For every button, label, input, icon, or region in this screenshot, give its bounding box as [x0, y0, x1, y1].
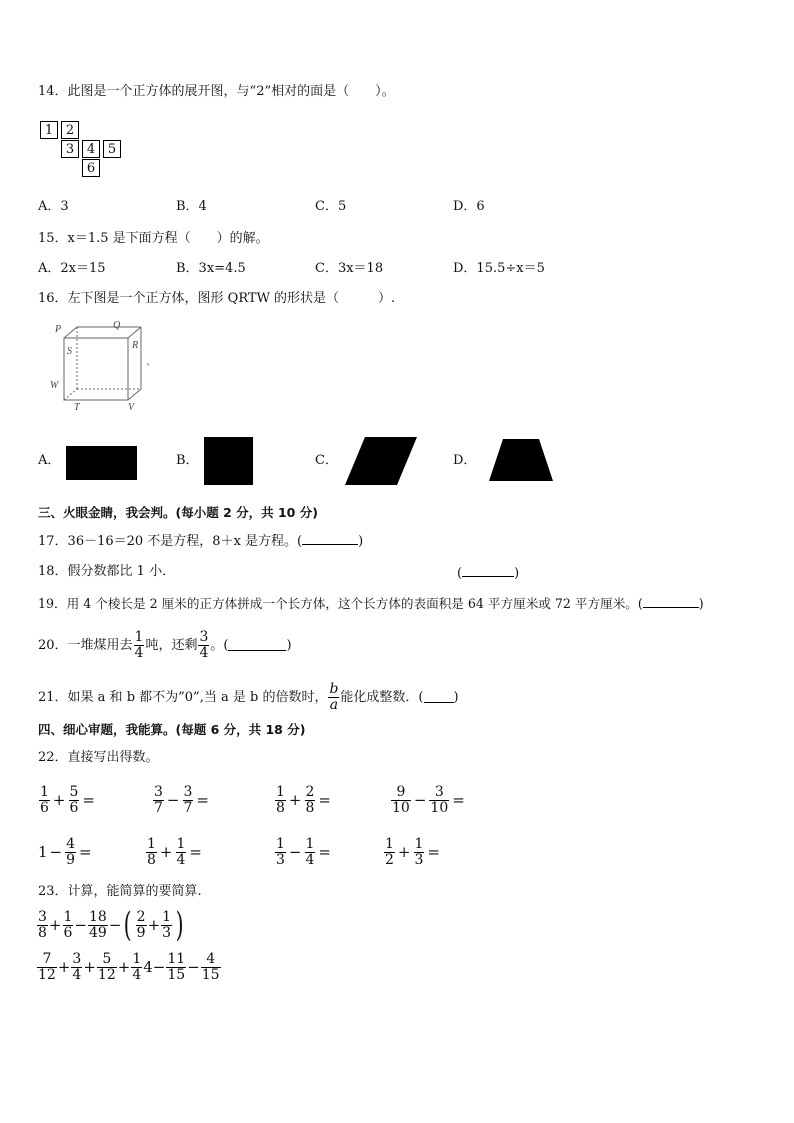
q16-option-b: B． [176, 453, 199, 468]
close-paren: ) [698, 596, 704, 611]
q22-expr: 1 − $\frac{4}{9}$ = [38, 836, 92, 868]
net-cell: 5 [103, 140, 121, 158]
shape-rectangle [66, 446, 137, 480]
q16-option-d: D． [453, 453, 477, 468]
q17-text: 17．36－16＝20 不是方程，8＋x 是方程。( [38, 534, 303, 549]
q21-pre: 21．如果 a 和 b 都不为”0”,当 a 是 b 的倍数时， [38, 689, 328, 705]
fraction: $\frac{b}{a}$ [329, 681, 339, 713]
section-4-title: 四、细心审题，我能算。(每题 6 分，共 18 分) [38, 722, 306, 737]
answer-blank[interactable] [302, 533, 358, 545]
q22-expr: $\frac{1}{8}$ + $\frac{1}{4}$ = [147, 836, 202, 868]
answer-blank[interactable] [643, 596, 699, 608]
q20-mid: 吨，还剩 [145, 637, 198, 653]
cube-figure [40, 318, 160, 416]
close-paren: ) [514, 566, 520, 581]
q14-option-b: B．4 [176, 199, 207, 214]
fraction: $\frac{3}{4}$ [199, 629, 209, 661]
q19 [38, 596, 704, 611]
q20-post: 。( [210, 637, 229, 653]
q21 [38, 682, 459, 712]
q15-option-c: C．3x＝18 [315, 261, 384, 276]
shape-parallelogram [345, 436, 417, 486]
q23-expr-1: $\frac{3}{8}$ + $\frac{1}{6}$ − $\frac{18}{49}$ − ( $\frac{2}{9}$ + $\frac{1}{3}$ ) [38, 905, 184, 945]
net-cell: 4 [82, 140, 100, 158]
close-paren: ) [358, 534, 364, 549]
q14-option-a: A．3 [38, 199, 69, 214]
answer-blank[interactable] [462, 565, 514, 577]
close-paren: ) [453, 689, 459, 705]
shape-trapezoid [489, 438, 553, 482]
q22-expr: $\frac{9}{10}$ − $\frac{3}{10}$ = [392, 784, 465, 816]
q23-expr-2: $\frac{7}{12}$ + $\frac{3}{4}$ + $\frac{5}{12}$ + $\frac{1}{4}$ 4 − $\frac{11}{15}$ − $\frac{4}{15}$ [38, 951, 220, 983]
q21-post: 能化成整数．( [340, 689, 424, 705]
net-cell: 1 [40, 121, 58, 139]
net-cell: 2 [61, 121, 79, 139]
q18-answer [457, 565, 519, 580]
q15-option-b: B．3x=4.5 [176, 261, 246, 276]
label-p: P [55, 324, 62, 335]
q22-text: 22．直接写出得数。 [38, 750, 159, 765]
q20 [38, 630, 292, 660]
q15-text: 15．x＝1.5 是下面方程（ ）的解。 [38, 231, 269, 246]
cube-front-face [64, 338, 128, 400]
q14-option-c: C．5 [315, 199, 347, 214]
cube-net [40, 121, 130, 181]
label-t: T [74, 402, 80, 413]
label-q: Q [113, 320, 121, 331]
open-paren: ( [457, 566, 463, 581]
q22-expr: $\frac{1}{8}$ + $\frac{2}{8}$ = [276, 784, 331, 816]
answer-blank[interactable] [228, 639, 286, 651]
section-3-title: 三、火眼金睛，我会判。(每小题 2 分，共 10 分) [38, 505, 318, 520]
label-w: W [50, 380, 59, 391]
q14-text: 14．此图是一个正方体的展开图，与“2”相对的面是（ ）。 [38, 84, 395, 99]
close-paren: ) [286, 637, 292, 653]
net-cell: 3 [61, 140, 79, 158]
label-v: V [128, 402, 135, 413]
q23-text: 23．计算，能简算的要简算. [38, 884, 202, 899]
fraction: $\frac{1}{4}$ [134, 629, 144, 661]
q16-option-a: A． [38, 453, 61, 468]
answer-blank[interactable] [424, 691, 454, 703]
q18-text: 18．假分数都比 1 小． [38, 564, 176, 579]
net-cell: 6 [82, 159, 100, 177]
q20-pre: 20．一堆煤用去 [38, 637, 133, 653]
q15-option-a: A．2x＝15 [38, 261, 106, 276]
label-s: S [67, 346, 72, 357]
q15-option-d: D．15.5÷x＝5 [453, 261, 545, 276]
q16-option-c: C． [315, 453, 338, 468]
q14-option-d: D．6 [453, 199, 485, 214]
stray-mark: 、 [146, 357, 156, 368]
q22-expr: $\frac{3}{7}$ − $\frac{3}{7}$ = [154, 784, 209, 816]
q22-expr: $\frac{1}{3}$ − $\frac{1}{4}$ = [276, 836, 331, 868]
q17 [38, 533, 363, 548]
label-r: R [132, 340, 139, 351]
q22-expr: $\frac{1}{6}$ + $\frac{5}{6}$ = [40, 784, 95, 816]
q22-expr: $\frac{1}{2}$ + $\frac{1}{3}$ = [385, 836, 440, 868]
q16-text: 16．左下图是一个正方体，图形 QRTW 的形状是（ ）. [38, 291, 396, 306]
shape-square [204, 437, 253, 485]
q19-text: 19．用 4 个棱长是 2 厘米的正方体拼成一个长方体，这个长方体的表面积是 64 平方厘米或 72 平方厘米。( [38, 596, 643, 611]
